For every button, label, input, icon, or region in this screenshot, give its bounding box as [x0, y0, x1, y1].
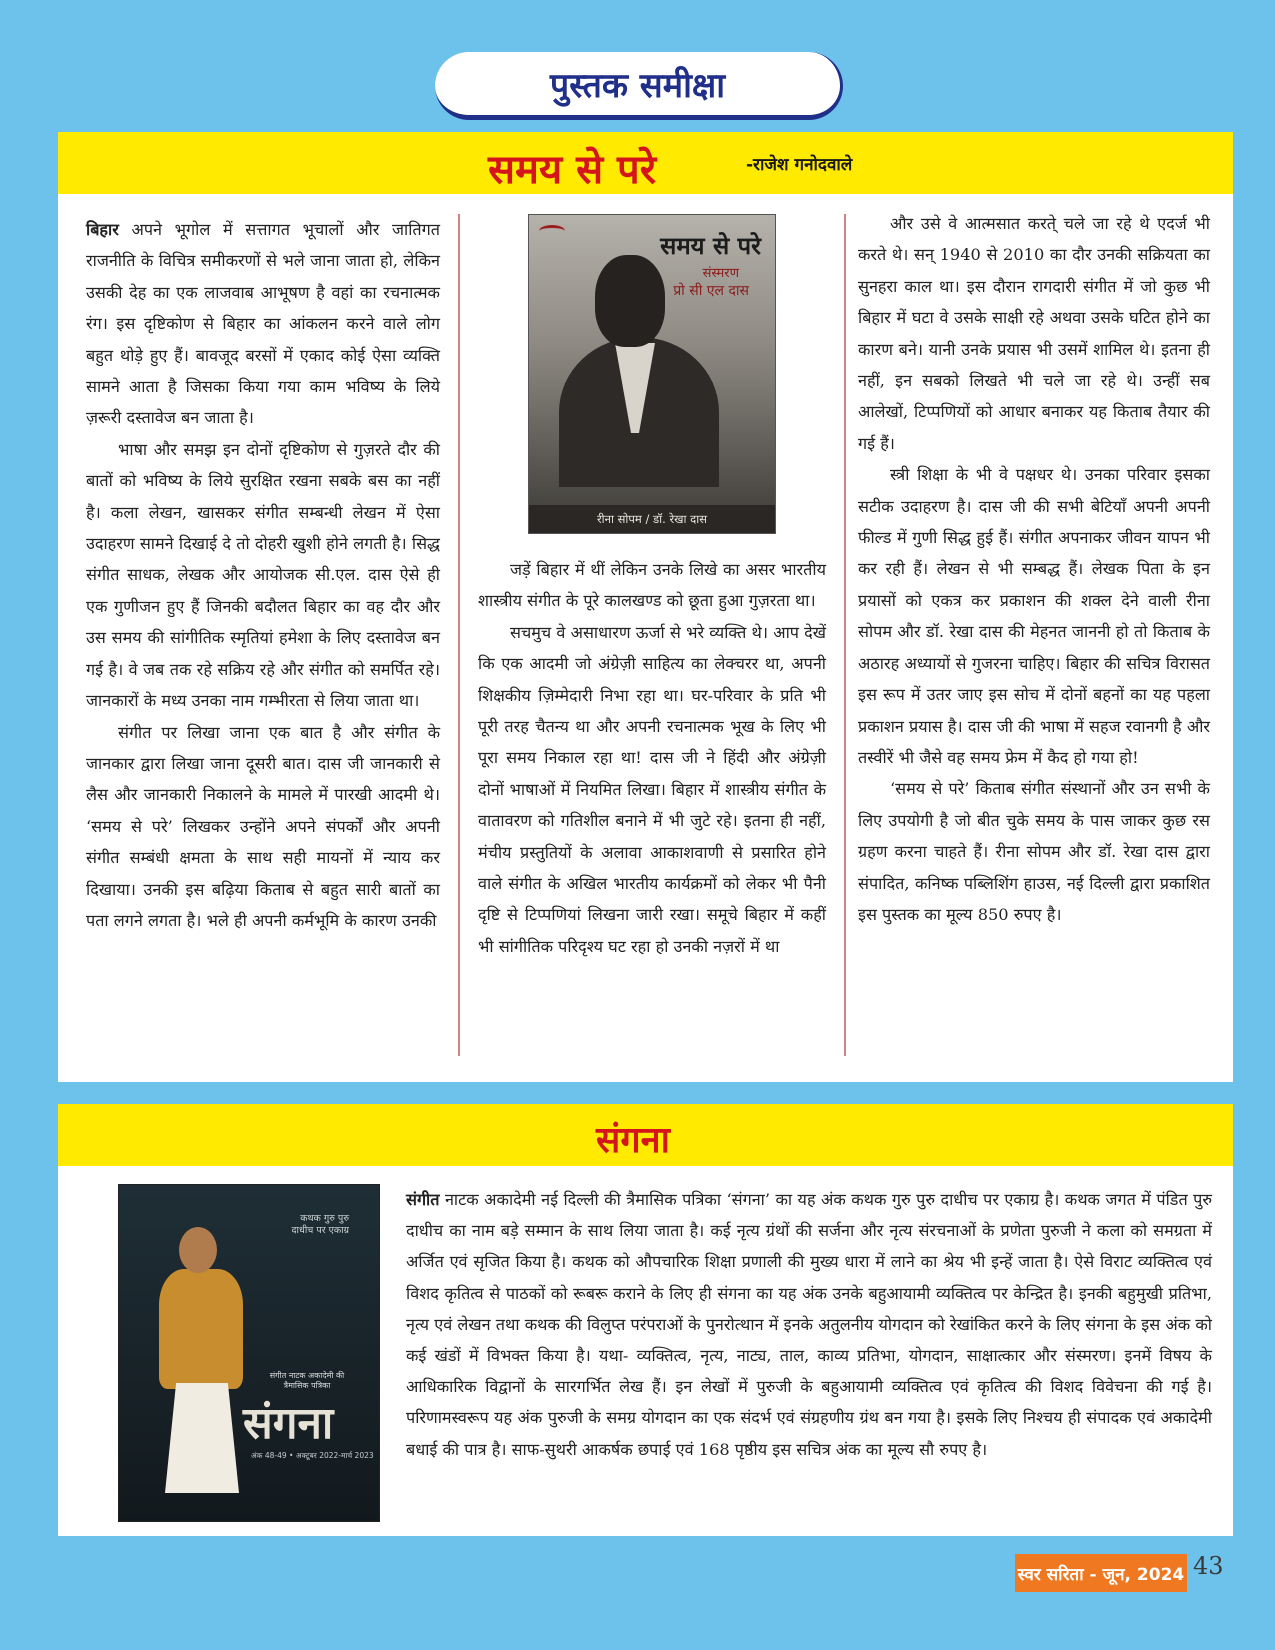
magazine-footer-badge [1015, 1554, 1187, 1592]
cover-subtitle: संस्मरण [702, 266, 739, 281]
section-header-pill [435, 52, 843, 120]
paragraph: सचमुच वे असाधारण ऊर्जा से भरे व्यक्ति थे। आप देखें कि एक आदमी जो अंग्रेज़ी साहित्य का लेक्चरर था, अपनी शिक्षकीय ज़िम्मेदारी निभा रहा था। घर-परिवार के प्रति भी पूरी तरह चैतन्य था और अपनी रचनात्मक भूख के लिए भी पूरा समय निकाल रहा था! दास जी ने हिंदी और अंग्रेज़ी दोनों भाषाओं में नियमित लिखा। बिहार में शास्त्रीय संगीत के वातावरण को गतिशील बनाने में भी जुटे रहे। इतना ही नहीं, मंचीय प्रस्तुतियों के अलावा आकाशवाणी से प्रसारित होने वाले संगीत के अखिल भारतीय कार्यक्रमों को लेकर भी पैनी दृष्टि से टिप्पणियां लिखना जारी रखा। समूचे बिहार में कहीं भी सांगीतिक परिदृश्य घट रहा हो उनकी नज़रों में था [478, 622, 826, 956]
paragraph: ‘समय से परे’ किताब संगीत संस्थानों और उन सभी के लिए उपयोगी है जो बीत चुके समय के पास जाकर कुछ रस ग्रहण करना चाहते हैं। रीना सोपम और डॉ. रेखा दास द्वारा संपादित, कनिष्क पब्लिशिंग हाउस, नई दिल्ली द्वारा प्रकाशित इस पुस्तक का मूल्य 850 रुपए है। [858, 779, 1210, 924]
paragraph: संगीत पर लिखा जाना एक बात है और संगीत के जानकार द्वारा लिखा जाना दूसरी बात। दास जी जानकारी से लैस और जानकारी निकालने के मामले में पारखी आदमी थे। ‘समय से परे’ लिखकर उन्होंने अपने संपर्कों और अपनी संगीत सम्बंधी क्षमता के साथ सही मायनों में न्याय कर दिखाया। उनकी इस बढ़िया किताब से बहुत सारी बातों का पता लगने लगता है। भले ही अपनी कर्मभूमि के कारण उनकी [86, 722, 440, 930]
paragraph [86, 214, 440, 434]
cover-editors: रीना सोपम / डॉ. रेखा दास [529, 505, 775, 533]
section-label: पुस्तक समीक्षा [549, 65, 726, 106]
cover-top-text: कथक गुरु पुरु दाधीच पर एकाग्र [291, 1213, 349, 1236]
portrait-head [595, 255, 665, 347]
paragraph: जड़ें बिहार में थीं लेकिन उनके लिखे का असर भारतीय शास्त्रीय संगीत के पूरे कालखण्ड को छूता हुआ गुज़रता था। [478, 560, 826, 611]
cover-title: समय से परे [660, 231, 761, 260]
review-panel [58, 132, 1233, 1082]
paragraph: स्त्री शिक्षा के भी वे पक्षधर थे। उनका परिवार इसका सटीक उदाहरण है। दास जी की सभी बेटियाँ अपनी अपनी फील्ड में गुणी सिद्ध हुई हैं। संगीत अपनाकर जीवन यापन भी कर रही हैं। लेखन से भी सम्बद्ध हैं। लेखक पिता के इन प्रयासों को एकत्र कर प्रकाशन की शक्ल देने वाली रीना सोपम और डॉ. रेखा दास की मेहनत जाननी हो तो किताब के अठारह अध्यायों से गुजरना चाहिए। बिहार की सचित्र विरासत इस रूप में उतर जाए इस सोच में दोनों बहनों का यह पहला प्रकाशन प्रयास है। दास जी की भाषा में सहज रवानगी है और तस्वीरें भी जैसे वह समय फ्रेम में कैद हो गया हो! [858, 465, 1210, 767]
review-column-2 [478, 554, 826, 962]
cover-byline: प्रो सी एल दास [673, 283, 749, 299]
paragraph: भाषा और समझ इन दोनों दृष्टिकोण से गुज़रते दौर की बातों को भविष्य के लिये सुरक्षित रखना सबके बस का नहीं है। कला लेखन, खासकर संगीत सम्बन्धी लेखन में ऐसा उदाहरण सामने दिखाई दे तो दोहरी खुशी होने लगती है। सिद्ध संगीत साधक, लेखक और आयोजक सी.एल. दास ऐसे ही एक गुणीजन हुए हैं जिनकी बदौलत बिहार का वह दौर और उस समय की सांगीतिक स्मृतियां हमेशा के लिए दस्तावेज बन गई है। वे जब तक रहे सक्रिय रहे और संगीत को समर्पित रहे। जानकारों के मध्य उनका नाम गम्भीरता से लिया जाता था। [86, 439, 440, 711]
cover-magazine-name: संगना [243, 1398, 334, 1449]
review-column-3 [858, 208, 1210, 930]
magazine-issue-label: स्वर सरिता - जून, 2024 [1017, 1564, 1185, 1585]
review-column-1 [86, 214, 440, 936]
page-number: 43 [1193, 1552, 1224, 1580]
dancer-figure-head [179, 1227, 217, 1273]
column-divider [844, 214, 846, 1056]
magazine-cover-sangna [118, 1184, 380, 1522]
dancer-figure-dhoti [165, 1383, 239, 1493]
dancer-figure-body [159, 1269, 243, 1389]
publisher-logo-icon [539, 225, 565, 237]
column-divider [458, 214, 460, 1056]
sangna-panel [58, 1104, 1233, 1536]
cover-issue-text: अंक 48-49 • अक्टूबर 2022-मार्च 2023 [251, 1451, 374, 1460]
sangna-body [406, 1184, 1212, 1465]
review-author: -राजेश गनोदवाले [746, 155, 853, 175]
paragraph: और उसे वे आत्मसात करते् चले जा रहे थे एदर्ज भी करते थे। सन् 1940 से 2010 का दौर उनकी सक्रियता का सुनहरा काल था। इस दौरान रागदारी संगीत में जो कुछ भी बिहार में घटा वे उसके साक्षी रहे अथवा उसके घटित होने का कारण बने। यानी उनके प्रयास भी उसमें शामिल थे। इतना ही नहीं, इन सबको लिखते भी चले जा रहे थे। उन्हीं सब आलेखों, टिप्पणियों को आधार बनाकर यह किताब तैयार की गई हैं। [858, 214, 1210, 453]
review-title: समय से परे [488, 147, 657, 193]
lead-word: बिहार [86, 220, 119, 239]
lead-word: संगीत [406, 1190, 440, 1209]
paragraph-text: अपने भूगोल में सत्तागत भूचालों और जातिगत राजनीति के विचित्र समीकरणों से भले जाना जाता हो, लेकिन उसकी देह का एक लाजवाब आभूषण है वहां का रचनात्मक रंग। इस दृष्टिकोण से बिहार का आंकलन करने वाले लोग बहुत थोड़े हुए हैं। बावजूद बरसों में एकाद कोई ऐसा व्यक्ति सामने आता है जिसका किया गया काम भविष्य के लिये ज़रूरी दस्तावेज बन जाता है। [86, 220, 440, 428]
sangna-title: संगना [596, 1120, 670, 1161]
book-cover-samay-se-pare [528, 214, 776, 534]
sangna-paragraph: नाटक अकादेमी नई दिल्ली की त्रैमासिक पत्रिका ‘संगना’ का यह अंक कथक गुरु पुरु दाधीच पर एकाग्र है। कथक जगत में पंडित पुरु दाधीच का नाम बड़े सम्मान के साथ लिया जाता है। कई नृत्य ग्रंथों की सर्जना और नृत्य संरचनाओं के प्रणेता पुरुजी ने कला को समग्रता में अर्जित एवं सृजित किया है। कथक को औपचारिक शिक्षा प्रणाली की मुख्य धारा में लाने का श्रेय भी इन्हें जाता है। ऐसे विराट व्यक्तित्व एवं विशद कृतित्व से पाठकों को रूबरू कराने के लिए ही संगना का यह अंक उनके बहुआयामी व्यक्तित्व पर केन्द्रित है। इनकी बहुमुखी प्रतिभा, नृत्य एवं लेखन तथा कथक की विलुप्त परंपराओं के पुनरोत्थान में इनके अतुलनीय योगदान को रेखांकित करने के लिए संगना के इस अंक को कई खंडों में विभक्त किया है। यथा- व्यक्तित्व, नृत्य, नाट्य, ताल, काव्य प्रतिभा, योगदान, साक्षात्कार और संस्मरण। इनमें विषय के आधिकारिक विद्वानों के सारगर्भित लेख हैं। इन लेखों में पुरुजी के बहुआयामी व्यक्तित्व एवं कृतित्व की विशद विवेचना की गई है। परिणामस्वरूप यह अंक पुरुजी के समग्र योगदान का एक संदर्भ एवं संग्रहणीय ग्रंथ बन गया है। इसके लिए निश्चय ही संपादक एवं अकादेमी बधाई की पात्र है। साफ-सुथरी आकर्षक छपाई एवं 168 पृष्ठीय इस सचित्र अंक का मूल्य सौ रुपए है। [406, 1190, 1212, 1459]
cover-mini-text: संगीत नाटक अकादेमी की त्रैमासिक पत्रिका [269, 1371, 345, 1390]
